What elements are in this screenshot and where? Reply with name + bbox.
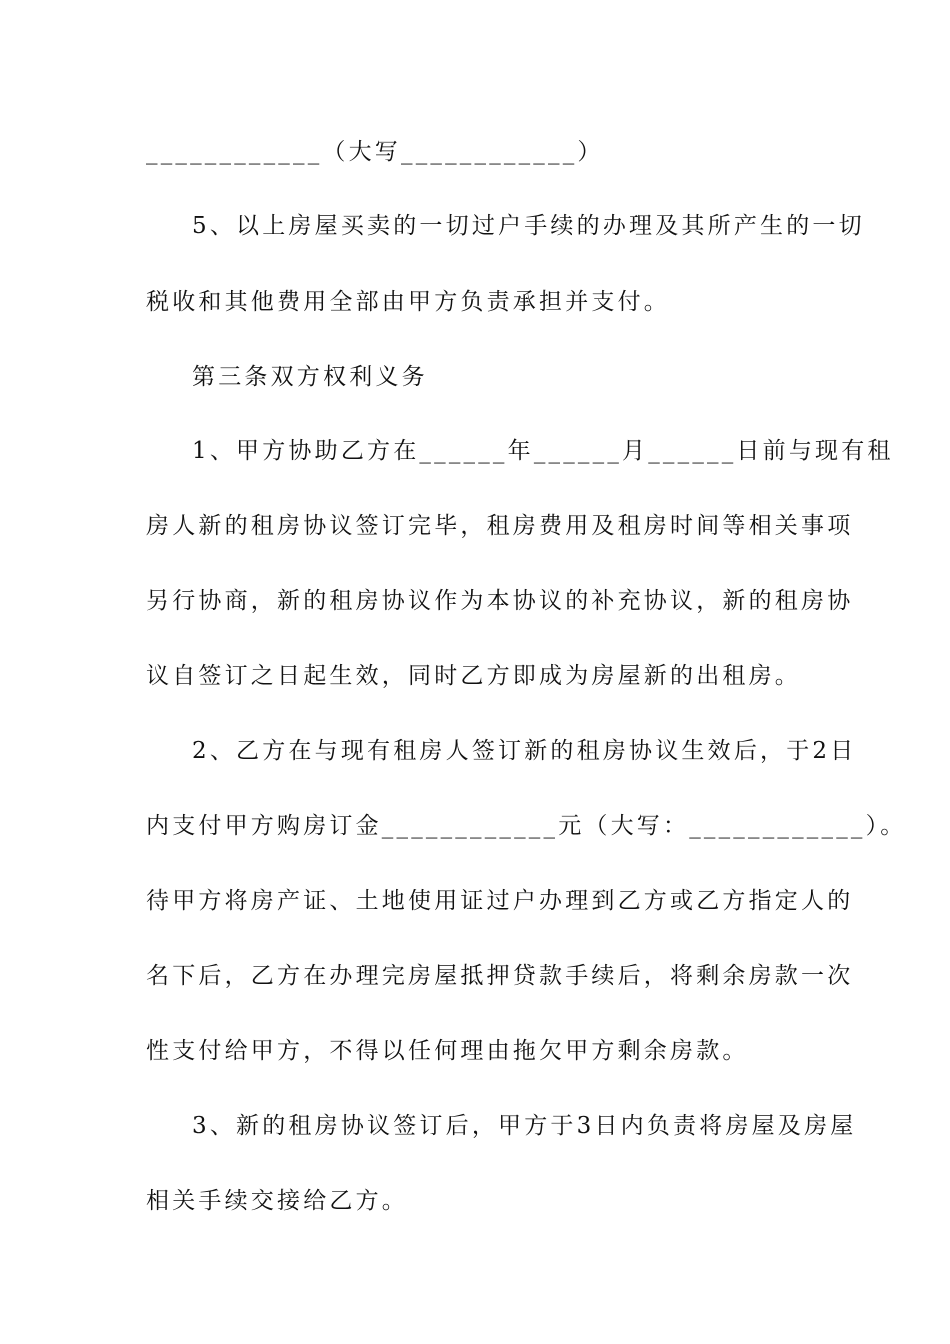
clause-2-line-2: 内支付甲方购房订金____________元（大写：____________）。	[146, 813, 907, 839]
clause-5-line-2: 税收和其他费用全部由甲方负责承担并支付。	[146, 289, 670, 315]
article-3-heading: 第三条双方权利义务	[192, 364, 428, 390]
clause-2-line-3: 待甲方将房产证、土地使用证过户办理到乙方或乙方指定人的	[146, 888, 854, 914]
clause-5-line-1: 5、以上房屋买卖的一切过户手续的办理及其所产生的一切	[192, 213, 865, 239]
clause-3-line-2: 相关手续交接给乙方。	[146, 1188, 408, 1214]
amount-blank-line: ____________（大写____________）	[146, 139, 604, 165]
clause-1-line-4: 议自签订之日起生效，同时乙方即成为房屋新的出租房。	[146, 663, 801, 689]
clause-2-line-1: 2、乙方在与现有租房人签订新的租房协议生效后，于2日	[192, 738, 857, 764]
clause-1-line-1: 1、甲方协助乙方在______年______月______日前与现有租	[192, 438, 894, 464]
clause-3-line-1: 3、新的租房协议签订后，甲方于3日内负责将房屋及房屋	[192, 1113, 857, 1139]
clause-2-line-5: 性支付给甲方，不得以任何理由拖欠甲方剩余房款。	[146, 1038, 749, 1064]
clause-1-line-2: 房人新的租房协议签订完毕，租房费用及租房时间等相关事项	[146, 513, 854, 539]
clause-1-line-3: 另行协商，新的租房协议作为本协议的补充协议，新的租房协	[146, 588, 854, 614]
clause-2-line-4: 名下后，乙方在办理完房屋抵押贷款手续后，将剩余房款一次	[146, 963, 854, 989]
